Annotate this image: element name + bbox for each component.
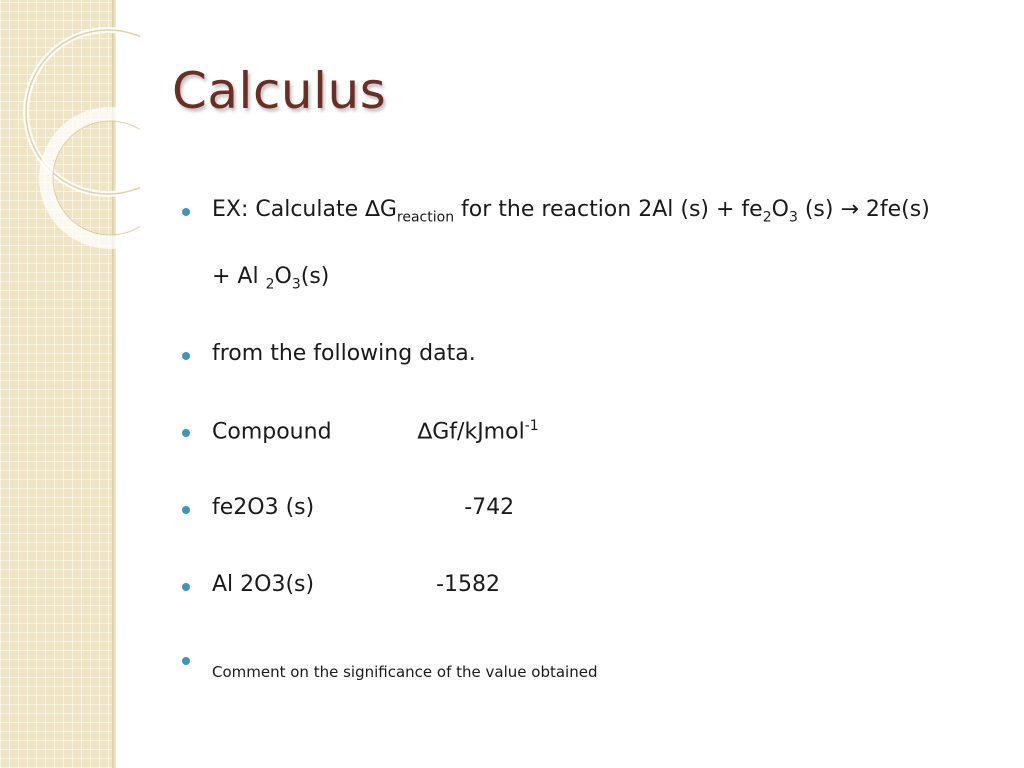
- bullet-text-continuation: [212, 264, 329, 292]
- column-header-gf: Gf/kJmol: [432, 419, 525, 445]
- gf-value: -742: [464, 495, 515, 520]
- text-segment: G: [379, 197, 397, 222]
- bullet-dot-icon: [182, 429, 190, 437]
- text-segment: (s): [300, 264, 330, 289]
- bullet-dot-icon: [182, 506, 190, 514]
- compound-name: Al 2O3(s): [212, 572, 315, 597]
- gf-value: -1582: [436, 572, 501, 597]
- text-segment: O: [274, 264, 292, 289]
- subscript: 2: [762, 209, 772, 226]
- decorative-rings: [0, 0, 140, 260]
- bullet-dot-icon: [182, 352, 190, 360]
- bullet-dot-icon: [182, 583, 190, 591]
- bullet-dot-icon: [182, 208, 190, 216]
- bullet-text: from the following data.: [212, 341, 476, 366]
- text-segment: O: [771, 197, 789, 222]
- text-segment: for the reaction 2Al (s) + fe: [454, 197, 763, 222]
- compound-name: fe2O3 (s): [212, 495, 315, 520]
- superscript: -1: [524, 418, 539, 434]
- subscript: 2: [265, 276, 275, 293]
- table-row: [212, 495, 514, 520]
- subscript: 3: [291, 276, 301, 293]
- text-segment: EX: Calculate: [212, 197, 366, 222]
- table-header-row: [212, 418, 539, 444]
- subscript: reaction: [396, 209, 455, 226]
- text-segment: (s) → 2fe(s): [797, 197, 930, 222]
- delta-symbol: ∆: [365, 197, 380, 222]
- column-header-compound: Compound: [212, 419, 332, 445]
- table-row: [212, 572, 500, 597]
- subscript: 3: [788, 209, 798, 226]
- bullet-text: [212, 197, 930, 225]
- bullet-text: Comment on the significance of the value obtained: [212, 663, 598, 681]
- slide-title: Calculus: [172, 62, 387, 120]
- delta-symbol: ∆: [417, 419, 433, 445]
- bullet-dot-icon: [182, 657, 190, 665]
- text-segment: + Al: [212, 264, 266, 289]
